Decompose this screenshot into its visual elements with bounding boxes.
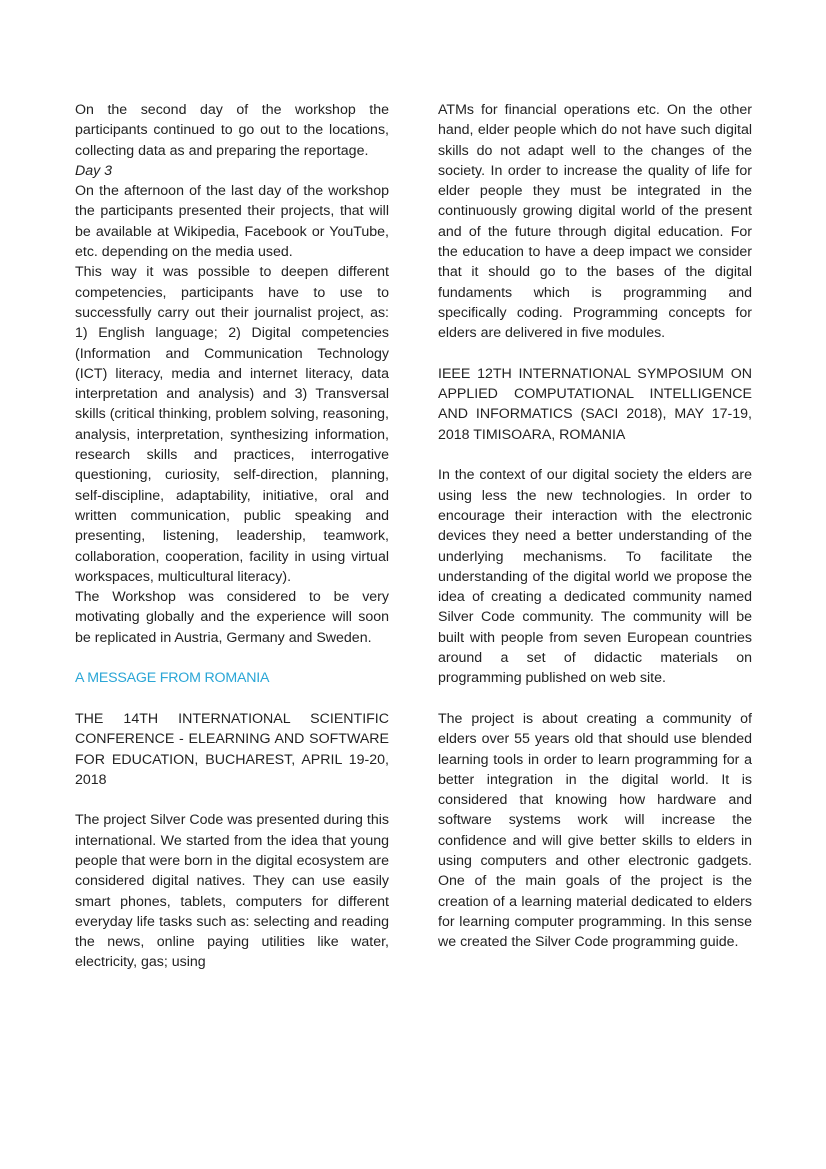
paragraph-silver-code-presentation: The project Silver Code was presented during this international. We started from the idea that young people that were born in the digital ecosystem are considered digital natives. They can use easily smart phones, tablets, computers for different everyday life tasks such as: selecting and reading the news, online paying utilities like water, electricity, gas; using [75,812,389,971]
spacer [75,648,389,668]
day3-heading: Day 3 [75,162,113,179]
paragraph-digital-society: In the context of our digital society the elders are using less the new technologies. In order to encourage their interaction with the electronic devices they need a better understanding of the underlying mechanisms. To facilitate the understanding of the digital world we propose the idea of creating a dedicated community named Silver Code community. The community will be built with people from seven European countries around a set of didactic materials on programming published on web site. [438,467,752,687]
conference-heading-saci: IEEE 12TH INTERNATIONAL SYMPOSIUM ON APPLIED COMPUTATIONAL INTELLIGENCE AND INFORMATICS (SACI 2018), MAY 17-19, 2018 TIMISOARA, ROMANIA [438,365,752,443]
spacer [438,689,752,709]
right-column [438,100,752,952]
spacer [75,790,389,810]
conference-heading-elearning: THE 14TH INTERNATIONAL SCIENTIFIC CONFERENCE - ELEARNING AND SOFTWARE FOR EDUCATION, BUCHAREST, APRIL 19-20, 2018 [75,710,389,788]
section-title: A MESSAGE FROM ROMANIA [75,670,270,687]
paragraph-project-community: The project is about creating a community of elders over 55 years old that should use blended learning tools in order to learn programming for a better integration in the digital world. It is considered that knowing how hardware and software systems work will increase the confidence and will give better skills to elders in using computers and other electronic gadgets. One of the main goals of the project is the creation of a learning material dedicated to elders for learning computer programming. In this sense we created the Silver Code programming guide. [438,710,752,951]
spacer [438,344,752,364]
paragraph-elder-digital-skills: ATMs for financial operations etc. On the other hand, elder people which do not have such digital skills do not adapt well to the changes of the society. In order to increase the quality of life for elder people they must be integrated in the continuously growing digital world of the present and of the future through digital education. For the education to have a deep impact we consider that it should go to the bases of the digital fundaments which is programming and specifically coding. Programming concepts for elders are delivered in five modules. [438,102,752,342]
paragraph-competencies: This way it was possible to deepen different competencies, participants have to use to successfully carry out their journalist project, as: 1) English language; 2) Digital competencies (Information and Communication Technology (ICT) literacy, media and internet literacy, data interpretation and analysis) and 3) Transversal skills (critical thinking, problem solving, reasoning, analysis, interpretation, synthesizing information, research skills and practices, interrogative questioning, curiosity, self-direction, planning, self-discipline, adaptability, initiative, oral and written communication, public speaking and presenting, listening, leadership, teamwork, collaboration, cooperation, facility in using virtual workspaces, multicultural literacy). [75,264,389,585]
spacer [438,445,752,465]
paragraph-day3: On the afternoon of the last day of the workshop the participants presented their projects, that will be available at Wikipedia, Facebook or YouTube, etc. depending on the media used. [75,183,389,261]
paragraph-day2: On the second day of the workshop the participants continued to go out to the locations, collecting data as and preparing the reportage. [75,102,389,159]
left-column [75,100,389,973]
paragraph-workshop-summary: The Workshop was considered to be very motivating globally and the experience will soon be replicated in Austria, Germany and Sweden. [75,589,389,646]
spacer [75,689,389,709]
